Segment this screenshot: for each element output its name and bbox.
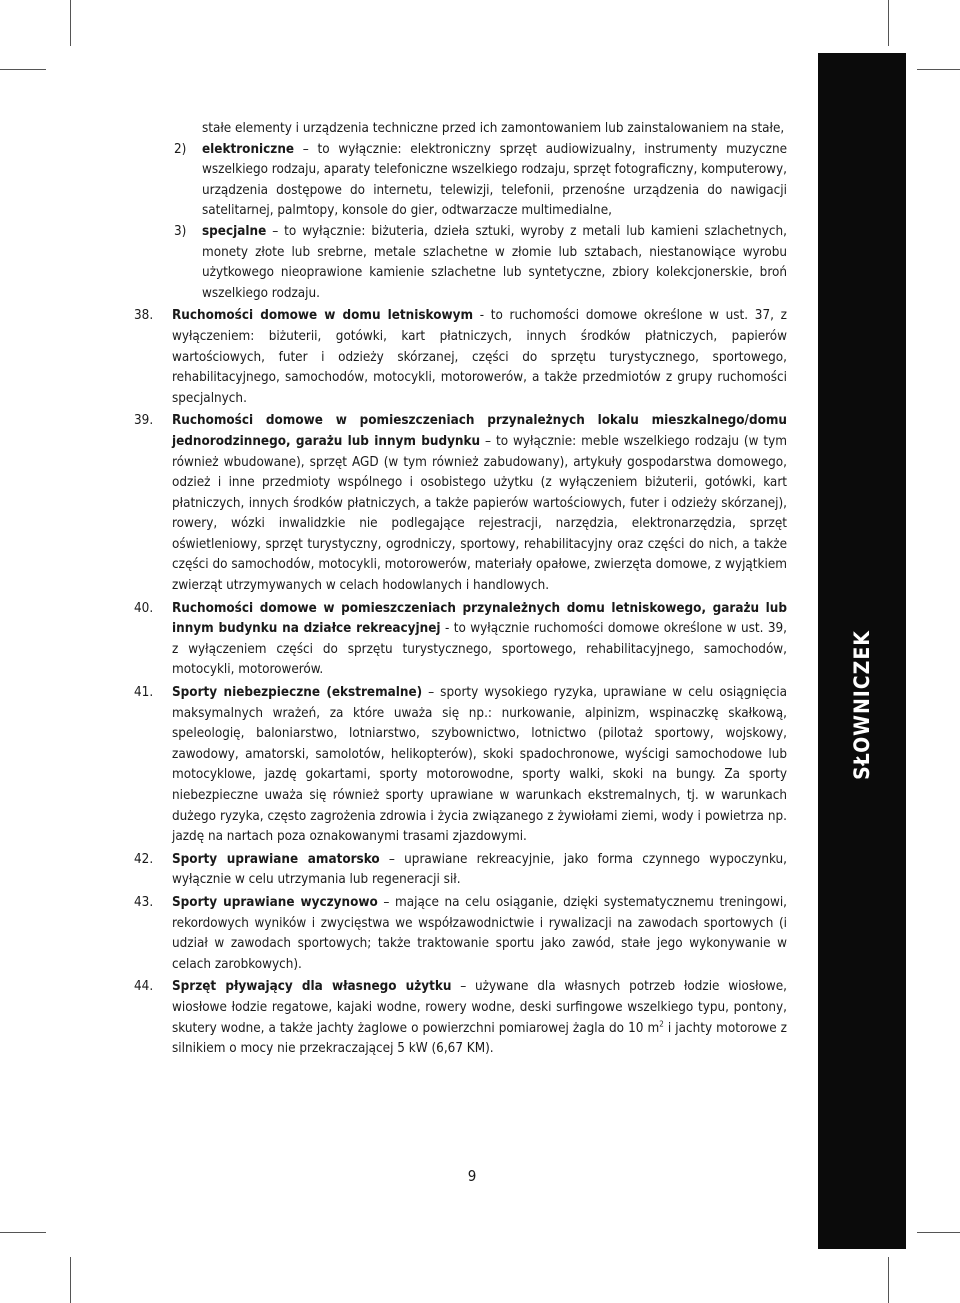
section-side-tab <box>818 53 906 1249</box>
crop-mark <box>0 69 46 70</box>
definition-number: 38. <box>134 308 154 324</box>
crop-mark <box>917 1232 960 1233</box>
definition-text-after: i jachty motorowe z silnikiem o mocy nie przekraczającej 5 kW (6,67 KM). <box>172 1020 787 1057</box>
definition-item <box>134 977 787 1059</box>
definition-number: 43. <box>134 894 154 910</box>
section-side-tab-label: SŁOWNICZEK <box>850 630 874 780</box>
crop-mark <box>70 1257 71 1303</box>
definition-number: 41. <box>134 685 154 701</box>
definition-number: 42. <box>134 851 154 867</box>
crop-mark <box>70 0 71 46</box>
definition-term: Ruchomości domowe w domu letniskowym <box>172 308 473 324</box>
definition-item <box>134 306 787 409</box>
definition-term: Sporty niebezpieczne (ekstremalne) <box>172 685 423 701</box>
definition-item <box>134 411 787 596</box>
sub-item-term: specjalne <box>202 223 267 239</box>
definition-term: Ruchomości domowe w pomieszczeniach przynależnych domu letniskowego, garażu lub innym budynku na działce rekreacyjnej <box>172 600 787 637</box>
definition-text: – to wyłącznie: meble wszelkiego rodzaju (w tym również wbudowane), sprzęt AGD (w tym również zabudowany), artykuły gospodarstwa domowego, odzież i inne przedmioty wspólnego i osobistego użytku (z wyłączeniem biżuterii, gotówki, kart płatniczych, innych środków płatniczych, a także papierów wartościowych, futer i odzieży skórzanej), rowery, wózki inwalidzkie nie podlegające rejestracji, narzędzia, elektronarzędzia, sprzęt oświetleniowy, sprzęt turystyczny, ogrodniczy, sportowy, rehabilitacyjny oraz części do nich, a także części do samochodów, motocykli, motorowerów, materiały opałowe, zwierzęta domowe, z wyjątkiem zwierząt utrzymywanych w celach hodowlanych i handlowych. <box>172 433 787 594</box>
definition-term: Sporty uprawiane amatorsko <box>172 851 380 867</box>
definition-text: - to ruchomości domowe określone w ust. 37, z wyłączeniem: biżuterii, gotówki, kart płatniczych, innych środków płatniczych, papierów wartościowych, futer i odzieży skórzanej, części do sprzętu turystycznego, sportowego, rehabilitacyjnego, samochodów, motocykli, motorowerów, a także przedmiotów z grupy ruchomości specjalnych. <box>172 308 787 406</box>
page-number: 9 <box>467 1167 477 1185</box>
crop-mark <box>888 0 889 46</box>
continuation-text <box>134 119 787 140</box>
definition-item <box>134 683 787 848</box>
definition-item <box>134 893 787 975</box>
crop-mark <box>888 1257 889 1303</box>
definition-text: – używane dla własnych potrzeb łodzie wiosłowe, wiosłowe łodzie regatowe, kajaki wodne, rowery wodne, deski surfingowe wszelkiego typu, pontony, skutery wodne, a także jachty żaglowe o powierzchni pomiarowej żagla do 10 m <box>172 979 787 1036</box>
sub-item <box>134 140 787 222</box>
sub-item-text: – to wyłącznie: elektroniczny sprzęt audiowizualny, instrumenty muzyczne wszelkiego rodzaju, aparaty telefoniczne wszelkiego rodzaju, sprzęt fotograficzny, komputerowy, urządzenia dostępowe do internetu, telewizji, telefonii, przenośne urządzenia do nawigacji satelitarnej, palmtopy, konsole do gier, odtwarzacze multimedialne, <box>202 141 787 219</box>
definition-item <box>134 599 787 681</box>
definition-superscript: 2 <box>659 1019 664 1029</box>
crop-mark <box>0 1232 46 1233</box>
definition-text: – sporty wysokiego ryzyka, uprawiane w celu osiągnięcia maksymalnych wrażeń, za które uważa się np.: nurkowanie, alpinizm, wspinaczkę skałkową, speleologię, baloniarstwo, lotniarstwo, szybownictwo, lotnictwo (pilotaż sportowy, wojskowy, zawodowy, amatorski, samolotów, helikopterów), skoki spadochronowe, wyścigi samochodowe lub motocyklowe, jazdę gokartami, sporty motorowodne, sporty walki, skoki na bungy. Za sporty niebezpieczne uważa się również sporty uprawiane w warunkach ekstremalnych, tj. w warunkach dużego ryzyka, często zagrożenia zdrowia i życia związanego z żywiołami ziemi, wody i powietrza np. jazdę na nartach poza oznakowanymi trasami zjazdowymi. <box>172 685 787 845</box>
definition-text: – uprawiane rekreacyjnie, jako forma czynnego wypoczynku, wyłącznie w celu utrzymania lub regeneracji sił. <box>172 851 788 888</box>
definition-text: – mające na celu osiąganie, dzięki systematycznemu treningowi, rekordowych wyników i zwycięstwa we współzawodnictwie i rywalizacji na zawodach sportowych (i udział w zawodach sportowych; także traktowanie sportu jako zawód, stałe jego wykonywanie w celach zarobkowych). <box>172 894 787 972</box>
crop-mark <box>917 69 960 70</box>
definition-item <box>134 850 787 891</box>
definition-number: 40. <box>134 600 154 616</box>
sub-item-number: 2) <box>174 141 187 157</box>
definition-number: 44. <box>134 979 154 995</box>
sub-item <box>134 222 787 304</box>
sub-item-term: elektroniczne <box>202 141 295 157</box>
glossary-content <box>134 119 787 1060</box>
continuation-text-body: stałe elementy i urządzenia techniczne przed ich zamontowaniem lub zainstalowaniem na stałe, <box>202 121 785 136</box>
definition-term: Sprzęt pływający dla własnego użytku <box>172 979 452 995</box>
sub-item-text: – to wyłącznie: biżuteria, dzieła sztuki, wyroby z metali lub kamieni szlachetnych, monety złote lub srebrne, metale szlachetne w złomie lub sztabach, niestanowiące wyrobu użytkowego nieoprawione kamienie szlachetne lub syntetyczne, zbiory kolekcjonerskie, broń wszelkiego rodzaju. <box>202 223 787 301</box>
definition-term: Ruchomości domowe w pomieszczeniach przynależnych lokalu mieszkalnego/domu jednorodzinnego, garażu lub innym budynku <box>172 413 787 449</box>
definition-text: - to wyłącznie ruchomości domowe określone w ust. 39, z wyłączeniem części do sprzętu turystycznego, sportowego, rehabilitacyjnego, samochodów, motocykli, motorowerów. <box>172 621 787 678</box>
sub-item-number: 3) <box>174 223 187 239</box>
definition-number: 39. <box>134 413 154 429</box>
definition-term: Sporty uprawiane wyczynowo <box>172 894 378 910</box>
